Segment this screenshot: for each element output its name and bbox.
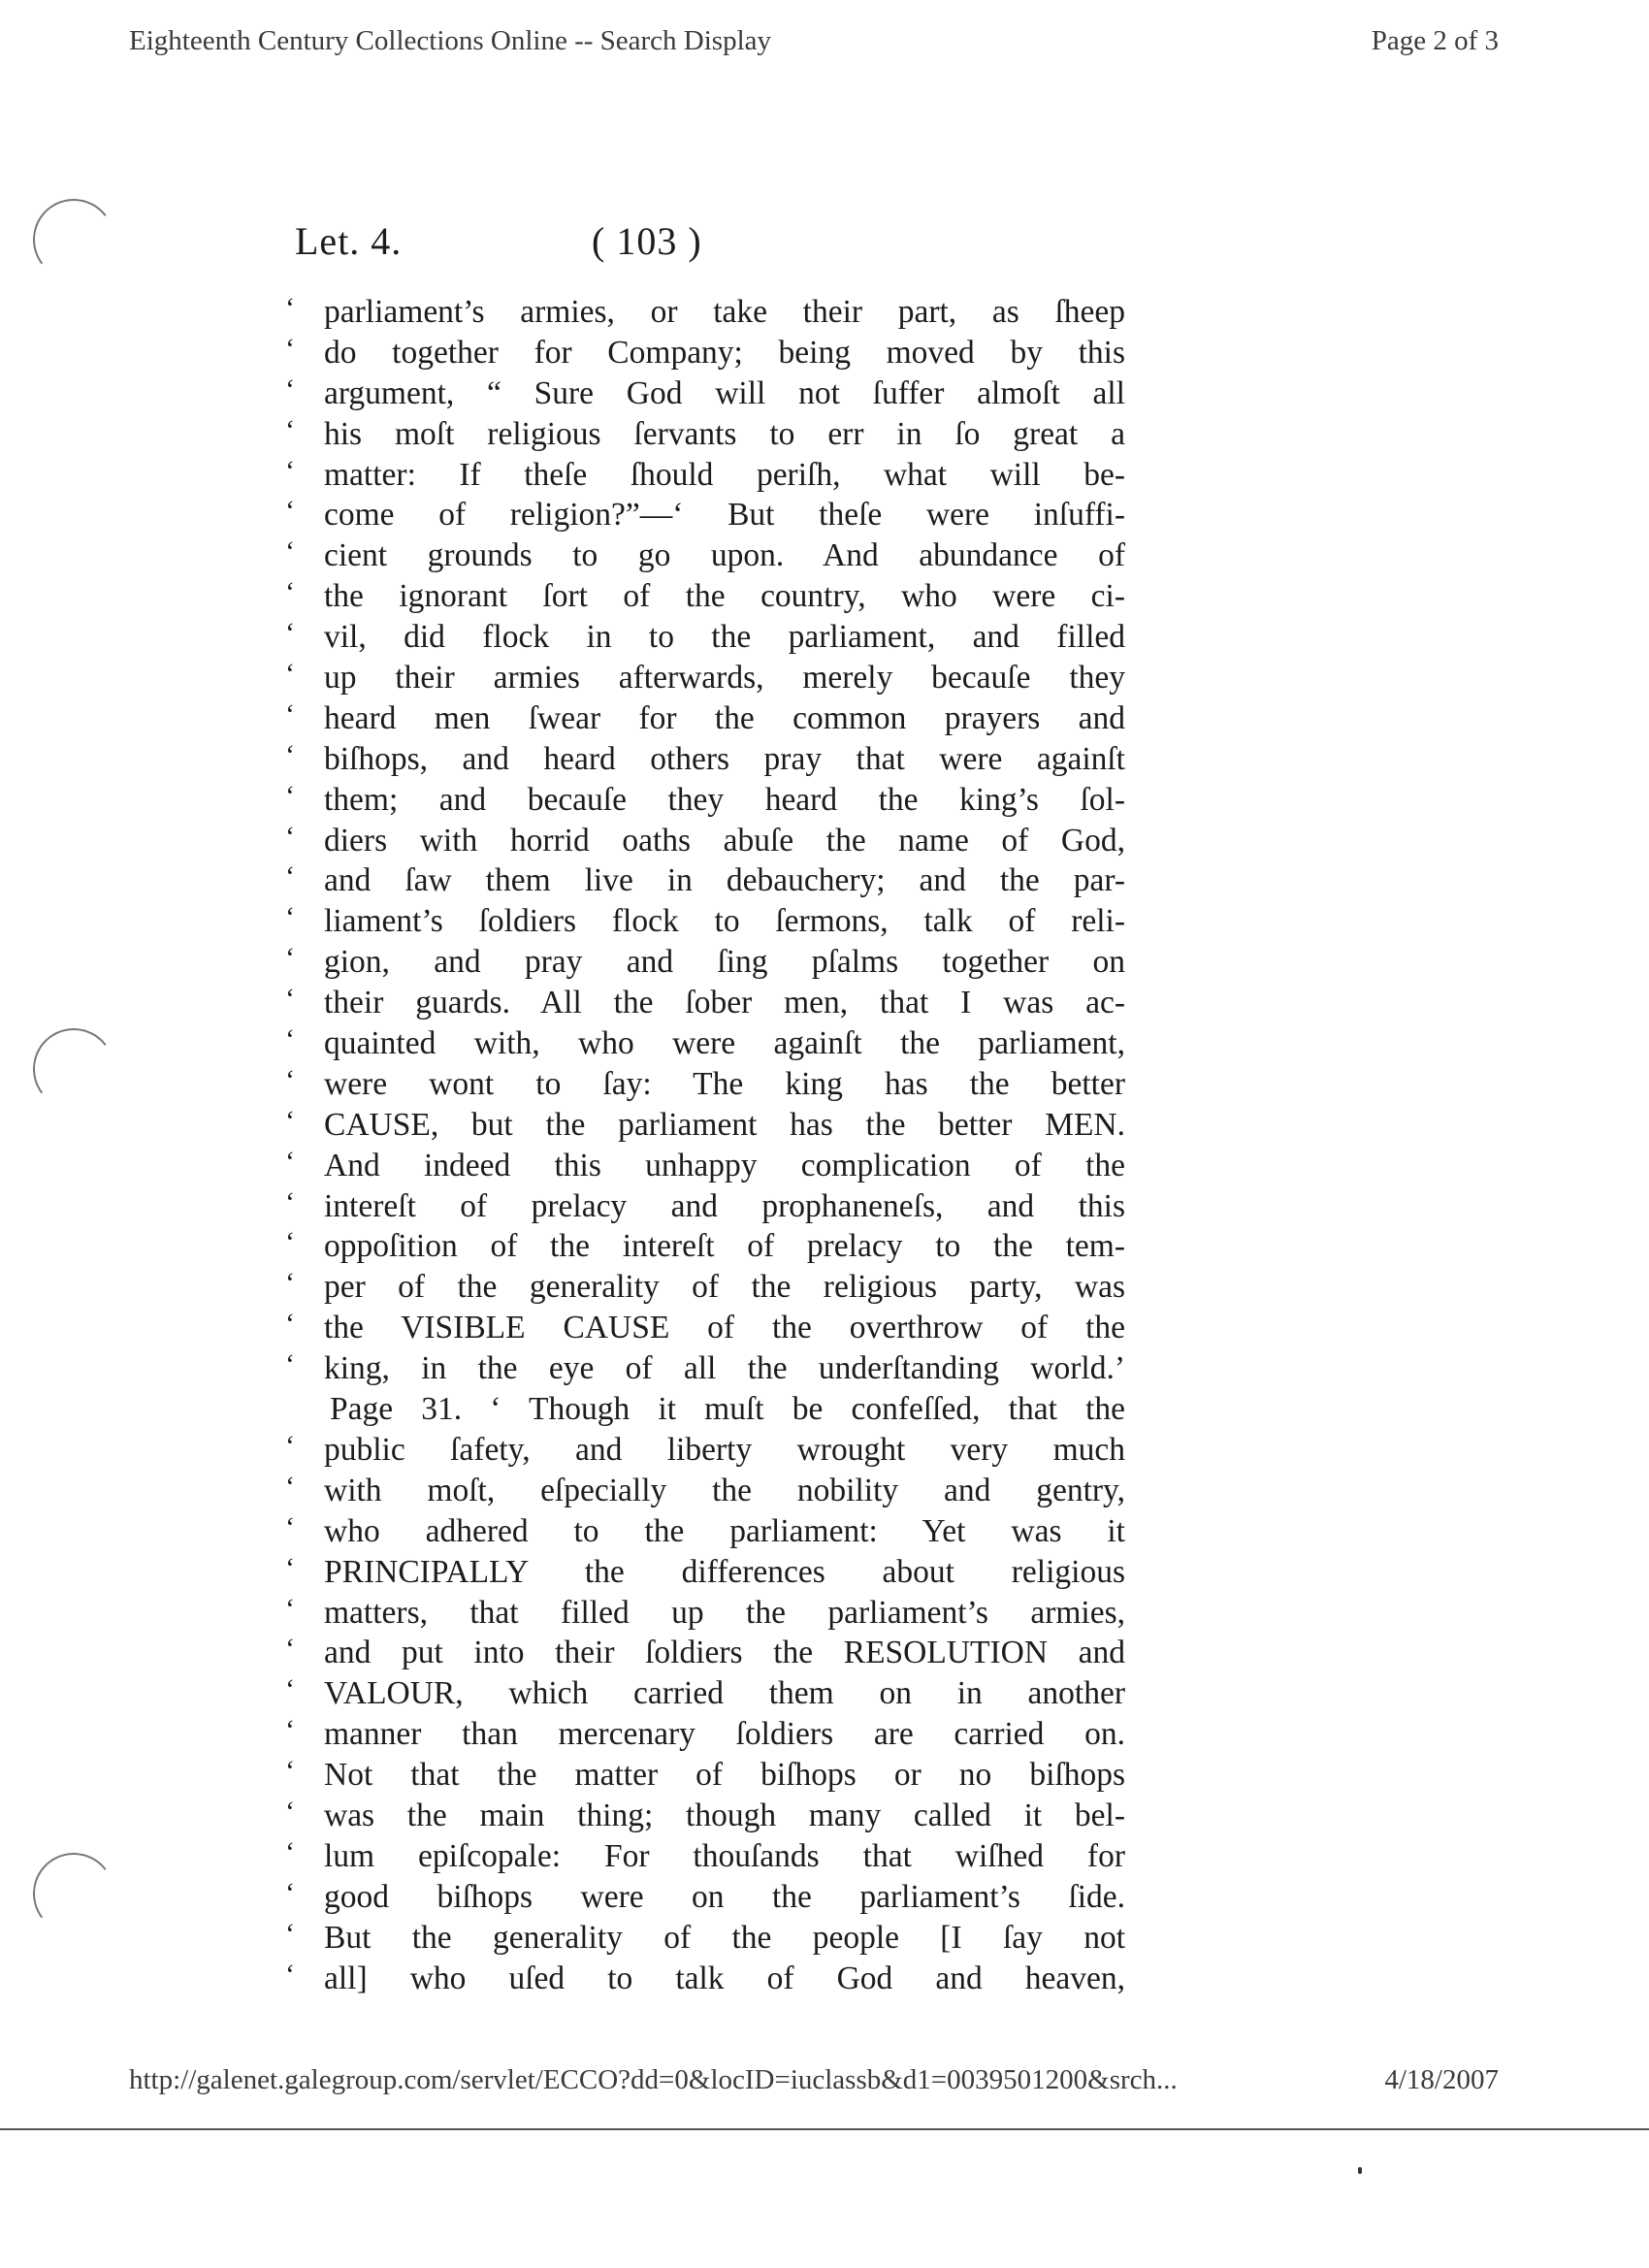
print-header-title: Eighteenth Century Collections Online -- Search Display (129, 25, 772, 56)
text-line-content: manner than mercenary ſoldiers are carried on. (324, 1716, 1125, 1753)
text-line (281, 455, 1125, 496)
text-line (281, 1959, 1125, 1999)
text-line (281, 1836, 1125, 1877)
text-line (281, 1511, 1125, 1552)
punch-hole-mark (28, 1023, 120, 1116)
text-line (281, 698, 1125, 739)
text-line-content: and put into their ſoldiers the RESOLUTION and (324, 1635, 1125, 1671)
text-line (281, 1755, 1125, 1796)
text-line-content: all] who uſed to talk of God and heaven, (324, 1960, 1125, 1996)
punch-hole-mark (28, 1848, 120, 1940)
text-line-content: CAUSE, but the parliament has the better MEN. (324, 1106, 1125, 1143)
text-line (281, 1471, 1125, 1511)
quote-mark: ‘ (285, 373, 295, 405)
text-line-content: vil, did flock in to the parliament, and filled (324, 619, 1125, 656)
print-footer-url: http://galenet.galegroup.com/servlet/ECCO?dd=0&locID=iuclassb&d1=0039501200&srch... (129, 2064, 1178, 2095)
quote-mark: ‘ (285, 697, 295, 730)
text-line-content: up their armies afterwards, merely becauſe they (324, 660, 1125, 697)
print-footer-date: 4/18/2007 (1384, 2064, 1499, 2095)
punch-hole-mark (28, 194, 120, 286)
text-line (281, 860, 1125, 901)
text-line-content: argument, “ Sure God will not ſuffer almoſt all (324, 374, 1125, 411)
quote-mark: ‘ (285, 1023, 295, 1056)
print-header (129, 25, 1499, 57)
text-line (281, 1186, 1125, 1227)
text-line-content: PRINCIPALLY the differences about religious (324, 1553, 1125, 1590)
text-line (281, 414, 1125, 455)
text-line-content: was the main thing; though many called it bel- (324, 1797, 1125, 1833)
text-line-content: But the generality of the people [I ſay not (324, 1919, 1125, 1956)
quote-mark: ‘ (285, 535, 295, 568)
quote-mark: ‘ (285, 738, 295, 771)
text-line-content: public ſafety, and liberty wrought very much (324, 1431, 1125, 1468)
text-line-content: who adhered to the parliament: Yet was it (324, 1512, 1125, 1549)
quote-mark: ‘ (285, 1835, 295, 1868)
text-line-content: And indeed this unhappy complication of the (324, 1147, 1125, 1183)
quote-mark: ‘ (285, 1795, 295, 1828)
text-line-content: king, in the eye of all the underſtanding world.’ (324, 1350, 1125, 1387)
quote-mark: ‘ (285, 1958, 295, 1991)
text-line-content: the VISIBLE CAUSE of the overthrow of the (324, 1310, 1125, 1346)
quote-mark: ‘ (285, 1510, 295, 1543)
text-line-content: heard men ſwear for the common prayers and (324, 699, 1125, 736)
text-line-content: come of religion?”—‘ But theſe were inſuffi- (324, 497, 1125, 534)
quote-mark: ‘ (285, 617, 295, 650)
text-line (281, 495, 1125, 535)
text-line (281, 1023, 1125, 1064)
text-line (281, 1105, 1125, 1146)
quote-mark: ‘ (285, 1429, 295, 1462)
text-line-content: his moſt religious ſervants to err in ſo great a (324, 415, 1125, 452)
text-line-content: do together for Company; being moved by this (324, 334, 1125, 371)
text-line (281, 1146, 1125, 1186)
text-line-content: diers with horrid oaths abuſe the name of God, (324, 822, 1125, 859)
text-line-content: intereſt of prelacy and prophaneneſs, and this (324, 1187, 1125, 1224)
text-line-content: the ignorant ſort of the country, who were ci- (324, 578, 1125, 615)
print-header-page: Page 2 of 3 (1371, 25, 1499, 56)
scan-speck (1358, 2167, 1362, 2174)
quote-mark: ‘ (285, 1592, 295, 1625)
text-line (281, 901, 1125, 942)
text-line (281, 1633, 1125, 1673)
quote-mark: ‘ (285, 1673, 295, 1706)
quote-mark: ‘ (285, 1348, 295, 1381)
text-line-content: Page 31. ‘ Though it muſt be confeſſed, that the (330, 1391, 1125, 1428)
quote-mark: ‘ (285, 1917, 295, 1950)
text-line-content: VALOUR, which carried them on in another (324, 1675, 1125, 1712)
text-line (281, 1593, 1125, 1634)
quote-mark: ‘ (285, 1470, 295, 1503)
text-line-content: per of the generality of the religious party, was (324, 1269, 1125, 1306)
text-line (281, 1348, 1125, 1389)
quote-mark: ‘ (285, 1755, 295, 1788)
page-number: ( 103 ) (592, 219, 702, 263)
text-line-content: them; and becauſe they heard the king’s ſol- (324, 781, 1125, 818)
text-line (281, 1877, 1125, 1918)
text-line (281, 1267, 1125, 1308)
text-line-content: cient grounds to go upon. And abundance of (324, 537, 1125, 574)
text-line (281, 1308, 1125, 1348)
book-text-body (281, 292, 1125, 1998)
text-line (281, 1226, 1125, 1267)
text-line-content: liament’s ſoldiers flock to ſermons, talk of reli- (324, 903, 1125, 940)
quote-mark: ‘ (285, 332, 295, 365)
text-line (281, 942, 1125, 983)
text-line (281, 821, 1125, 861)
quote-mark: ‘ (285, 292, 295, 324)
quote-mark: ‘ (285, 983, 295, 1016)
text-line (281, 333, 1125, 373)
text-line-content: parliament’s armies, or take their part, as ſheep (324, 294, 1125, 330)
quote-mark: ‘ (285, 1226, 295, 1259)
text-line (281, 983, 1125, 1023)
text-line-content: biſhops, and heard others pray that were againſt (324, 740, 1125, 777)
quote-mark: ‘ (285, 454, 295, 487)
quote-mark: ‘ (285, 1633, 295, 1666)
text-line-content: good biſhops were on the parliament’s ſide. (324, 1878, 1125, 1915)
quote-mark: ‘ (285, 820, 295, 853)
text-line-content: Not that the matter of biſhops or no biſhops (324, 1757, 1125, 1794)
text-line (281, 658, 1125, 698)
quote-mark: ‘ (285, 1551, 295, 1584)
quote-mark: ‘ (285, 779, 295, 812)
text-line (281, 617, 1125, 658)
quote-mark: ‘ (285, 942, 295, 975)
text-line-content: their guards. All the ſober men, that I was ac- (324, 985, 1125, 1021)
text-line (281, 780, 1125, 821)
text-line-content: lum epiſcopale: For thouſands that wiſhed for (324, 1837, 1125, 1874)
quote-mark: ‘ (285, 1104, 295, 1137)
text-line-content: with moſt, eſpecially the nobility and gentry, (324, 1472, 1125, 1508)
footer-rule (0, 2128, 1649, 2130)
text-line (281, 1796, 1125, 1836)
quote-mark: ‘ (285, 1714, 295, 1747)
text-line (281, 1389, 1125, 1430)
text-line (281, 292, 1125, 333)
text-line-content: were wont to ſay: The king has the better (324, 1065, 1125, 1102)
running-head-letter: Let. 4. (295, 219, 403, 263)
quote-mark: ‘ (285, 1145, 295, 1178)
text-line (281, 1673, 1125, 1714)
text-line (281, 535, 1125, 576)
text-line-content: matters, that filled up the parliament’s armies, (324, 1594, 1125, 1631)
text-line-content: oppoſition of the intereſt of prelacy to the tem- (324, 1228, 1125, 1265)
text-line (281, 1064, 1125, 1105)
text-line (281, 373, 1125, 414)
quote-mark: ‘ (285, 1185, 295, 1218)
quote-mark: ‘ (285, 413, 295, 446)
text-line (281, 576, 1125, 617)
running-head (281, 218, 1125, 273)
quote-mark: ‘ (285, 1063, 295, 1096)
quote-mark: ‘ (285, 1308, 295, 1341)
print-footer (129, 2064, 1499, 2096)
quote-mark: ‘ (285, 658, 295, 691)
quote-mark: ‘ (285, 1267, 295, 1300)
quote-mark: ‘ (285, 901, 295, 934)
text-line (281, 1430, 1125, 1471)
quote-mark: ‘ (285, 576, 295, 609)
quote-mark: ‘ (285, 1876, 295, 1909)
scanned-book-page (281, 218, 1125, 1998)
text-line-content: and ſaw them live in debauchery; and the par- (324, 862, 1125, 899)
text-line-content: quainted with, who were againſt the parliament, (324, 1025, 1125, 1062)
text-line-content: gion, and pray and ſing pſalms together on (324, 944, 1125, 981)
quote-mark: ‘ (285, 495, 295, 528)
text-line (281, 1552, 1125, 1593)
text-line-content: matter: If theſe ſhould periſh, what will be- (324, 456, 1125, 493)
quote-mark: ‘ (285, 860, 295, 893)
text-line (281, 739, 1125, 780)
text-line (281, 1918, 1125, 1959)
text-line (281, 1714, 1125, 1755)
